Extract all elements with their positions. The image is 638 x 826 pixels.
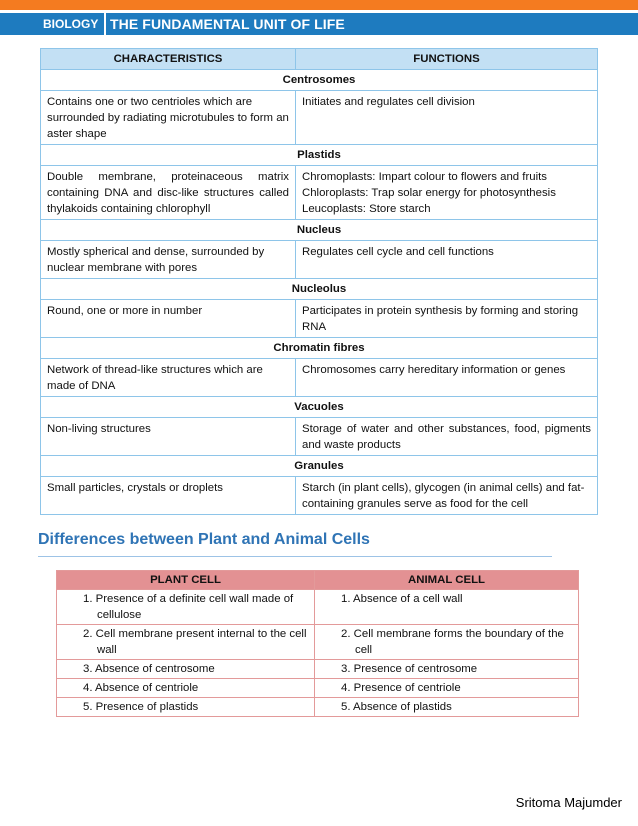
animal-cell-header: ANIMAL CELL [315,571,579,590]
table-row [41,241,598,279]
functions-header: FUNCTIONS [296,49,598,70]
organelle-table [40,48,598,515]
plant-cell-value: 3. Absence of centrosome [57,660,315,679]
author-name: Sritoma Majumder [515,795,622,810]
function-line: Chromoplasts: Impart colour to flowers and fruits [302,171,547,183]
function-line: Leucoplasts: Store starch [302,203,431,215]
organelle-table-header [41,49,598,70]
section-title-chromatin-fibres: Chromatin fibres [41,338,598,359]
characteristics-header: CHARACTERISTICS [41,49,296,70]
animal-cell-value: 3. Presence of centrosome [315,660,579,679]
section-title-granules: Granules [41,456,598,477]
plant-animal-header [57,571,579,590]
characteristics-cell: Network of thread-like structures which are made of DNA [41,359,296,397]
characteristics-cell: Mostly spherical and dense, surrounded by nuclear membrane with pores [41,241,296,279]
table-row [57,625,579,660]
characteristics-cell: Non-living structures [41,418,296,456]
table-row [41,91,598,145]
table-row [57,590,579,625]
functions-cell: Storage of water and other substances, food, pigments and waste products [296,418,598,456]
table-row [57,698,579,717]
characteristics-cell: Small particles, crystals or droplets [41,477,296,515]
table-row [41,477,598,515]
header-divider [104,13,106,35]
functions-cell: Regulates cell cycle and cell functions [296,241,598,279]
subject-label: BIOLOGY [43,17,99,31]
top-accent-bar [0,0,638,10]
section-title-vacuoles: Vacuoles [41,397,598,418]
characteristics-cell: Double membrane, proteinaceous matrix containing DNA and disc-like structures called thylakoids containing chlorophyll [41,166,296,220]
title-underline [38,556,552,557]
section-title-nucleus: Nucleus [41,220,598,241]
plant-cell-value: 4. Absence of centriole [57,679,315,698]
plant-cell-header: PLANT CELL [57,571,315,590]
functions-cell: Starch (in plant cells), glycogen (in animal cells) and fat-containing granules serve as food for the cell [296,477,598,515]
animal-cell-value: 4. Presence of centriole [315,679,579,698]
section-title-centrosomes: Centrosomes [41,70,598,91]
plant-cell-value: 5. Presence of plastids [57,698,315,717]
functions-cell: Initiates and regulates cell division [296,91,598,145]
table-row [57,679,579,698]
table-row [41,166,598,220]
animal-cell-value: 2. Cell membrane forms the boundary of the cell [315,625,579,660]
chapter-title: THE FUNDAMENTAL UNIT OF LIFE [110,16,345,32]
table-row [41,300,598,338]
plant-cell-value: 1. Presence of a definite cell wall made of cellulose [57,590,315,625]
table-row [41,359,598,397]
plant-cell-value: 2. Cell membrane present internal to the cell wall [57,625,315,660]
differences-title: Differences between Plant and Animal Cells [38,531,370,548]
functions-cell: Chromosomes carry hereditary information or genes [296,359,598,397]
table-row [41,418,598,456]
characteristics-cell: Round, one or more in number [41,300,296,338]
table-row [57,660,579,679]
animal-cell-value: 5. Absence of plastids [315,698,579,717]
functions-cell: Participates in protein synthesis by forming and storing RNA [296,300,598,338]
section-title-plastids: Plastids [41,145,598,166]
characteristics-cell: Contains one or two centrioles which are surrounded by radiating microtubules to form an aster shape [41,91,296,145]
plant-animal-table [56,570,579,717]
functions-cell [296,166,598,220]
function-line: Chloroplasts: Trap solar energy for photosynthesis [302,187,556,199]
animal-cell-value: 1. Absence of a cell wall [315,590,579,625]
section-title-nucleolus: Nucleolus [41,279,598,300]
